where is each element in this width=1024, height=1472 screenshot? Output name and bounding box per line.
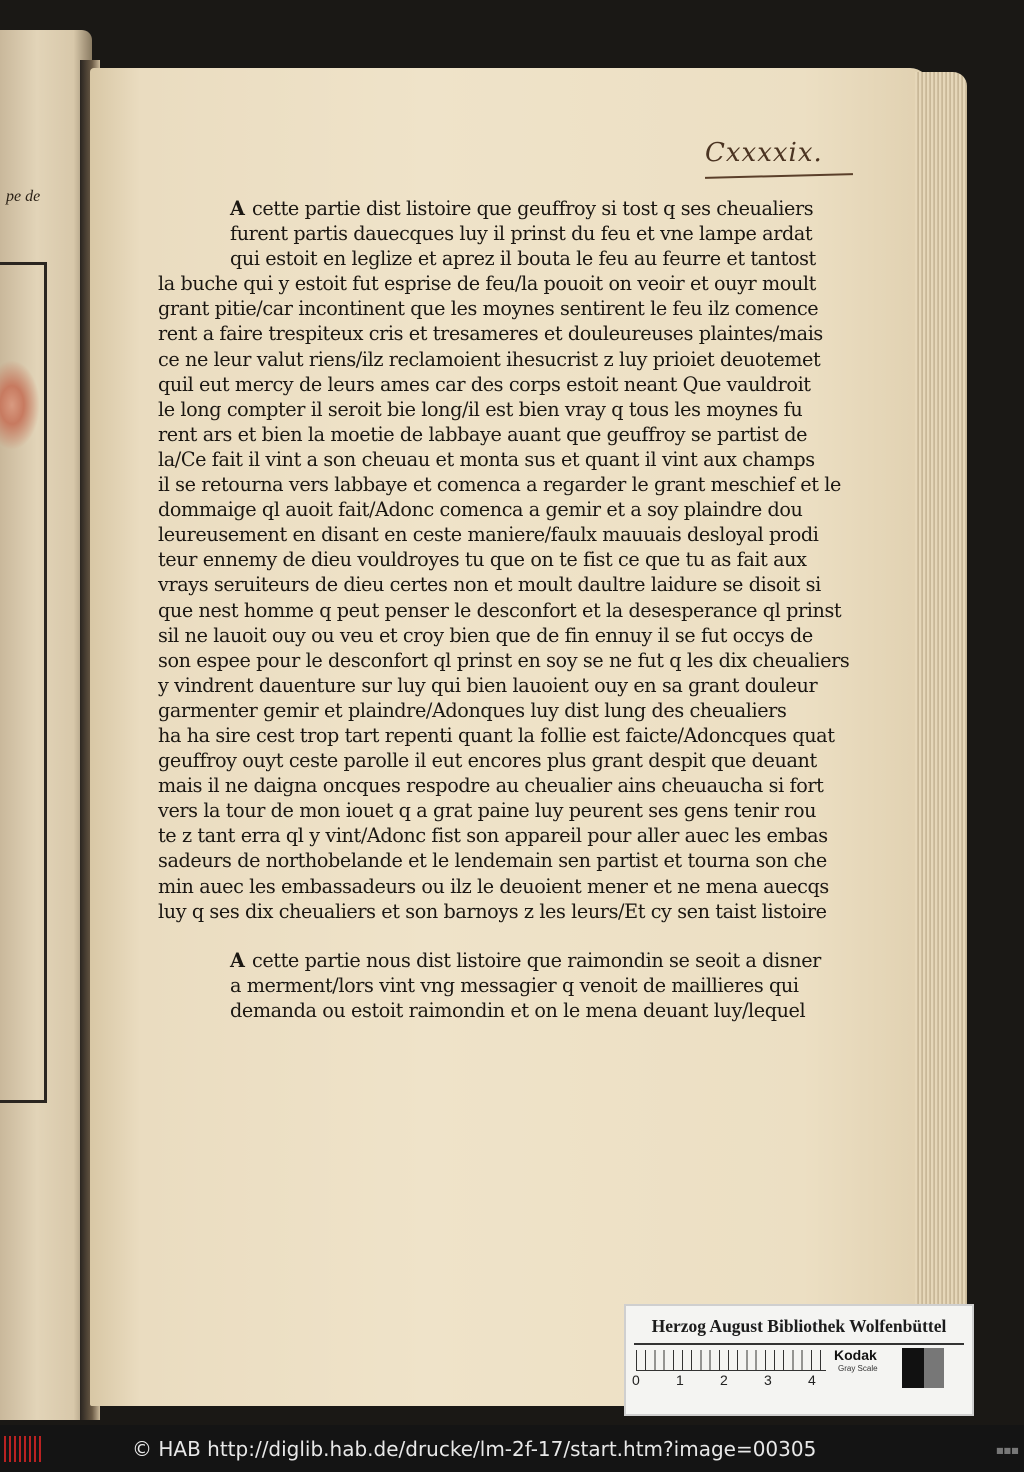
text-line: quil eut mercy de leurs ames car des corps estoit neant Que vauldroit [158, 372, 811, 396]
text-line: luy q ses dix cheualiers et son barnoys z les leurs/Et cy sen taist listoire [158, 899, 827, 923]
ruler-number: 1 [676, 1372, 684, 1388]
scale-ruler [636, 1350, 826, 1371]
woodcut-illustration [0, 262, 47, 1103]
facing-page-fragment: pe de [6, 188, 41, 205]
library-name: Herzog August Bibliothek Wolfenbüttel [651, 1316, 947, 1336]
page-edges [915, 72, 967, 1392]
text-line: demanda ou estoit raimondin et on le mena deuant luy/lequel [230, 998, 806, 1022]
text-line: ha ha sire cest trop tart repenti quant la follie est faicte/Adoncques quat [158, 723, 835, 747]
facing-page [0, 30, 92, 1420]
text-line: sil ne lauoit ouy ou veu et croy bien que de fin ennuy il se fut occys de [158, 623, 813, 647]
footer-dots: ■■■ [996, 1446, 1019, 1455]
text-line: son espee pour le desconfort ql prinst en soy se ne fut q les dix cheualiers [158, 648, 850, 672]
text-line: garmenter gemir et plaindre/Adonques luy dist lung des cheualiers [158, 698, 787, 722]
body-text [158, 196, 850, 1023]
paragraph-2 [158, 948, 821, 1023]
text-line: a merment/lors vint vng messagier q venoit de maillieres qui [230, 973, 799, 997]
ruler-number: 3 [764, 1372, 772, 1388]
text-line: teur ennemy de dieu vouldroyes tu que on te fist ce que tu as fait aux [158, 548, 807, 572]
text-line: il se retourna vers labbaye et comenca a regarder le grant meschief et le [158, 473, 841, 497]
text-line: y vindrent dauenture sur luy qui bien lauoient ouy en sa grant douleur [158, 673, 818, 697]
black-swatch [902, 1348, 924, 1388]
text-line: grant pitie/car incontinent que les moynes sentirent le feu ilz comence [158, 297, 819, 321]
folio-number: Cxxxxix. [705, 138, 823, 168]
flame-illustration [0, 360, 40, 450]
text-line: qui estoit en leglize et aprez il bouta le feu au feurre et tantost [230, 247, 816, 271]
gray-scale-caption: Gray Scale [838, 1364, 878, 1373]
gray-swatch [924, 1348, 944, 1388]
text-line: le long compter il seroit bie long/il est bien vray q tous les moynes fu [158, 397, 803, 421]
ruler-number: 4 [808, 1372, 816, 1388]
ruler-number: 0 [632, 1372, 640, 1388]
text-line: vers la tour de mon iouet q a grat paine luy peurent ses gens tenir rou [158, 799, 817, 823]
ruler-number: 2 [720, 1372, 728, 1388]
text-line [158, 196, 814, 221]
text-line: dommaige ql auoit fait/Adonc comenca a gemir et a soy plaindre dou [158, 498, 803, 522]
text-line: furent partis dauecques luy il prinst du feu et vne lampe ardat [230, 222, 813, 246]
text-line: leureusement en disant en ceste maniere/faulx mauuais desloyal prodi [158, 523, 819, 547]
text-line: rent a faire trespiteux cris et tresameres et douleureuses plaintes/mais [158, 322, 823, 346]
kodak-brand: Kodak [834, 1347, 877, 1363]
text-line-content: cette partie dist listoire que geuffroy si tost q ses cheualiers [252, 197, 814, 220]
paragraph-1 [158, 196, 850, 924]
text-line: vrays seruiteurs de dieu certes non et moult daultre laidure se disoit si [158, 573, 821, 597]
text-line: geuffroy ouyt ceste parolle il eut encores plus grant despit que deuant [158, 749, 817, 773]
text-line [158, 948, 821, 973]
text-line: la/Ce fait il vint a son cheuau et monta sus et quant il vint aux champs [158, 447, 815, 471]
text-line-content: cette partie nous dist listoire que raimondin se seoit a disner [252, 948, 821, 972]
text-line: min auec les embassadeurs ou ilz le deuoient mener et ne mena auecqs [158, 874, 829, 898]
text-line: te z tant erra ql y vint/Adonc fist son appareil pour aller auec les embas [158, 824, 828, 848]
hab-logo-icon [4, 1436, 44, 1462]
text-line: que nest homme q peut penser le desconfort et la desesperance ql prinst [158, 598, 842, 622]
source-url[interactable]: © HAB http://diglib.hab.de/drucke/lm-2f-17/start.htm?image=00305 [132, 1437, 817, 1461]
library-label [624, 1304, 974, 1416]
text-line: rent ars et bien la moetie de labbaye auant que geuffroy se partist de [158, 422, 808, 446]
initial-letter: A [230, 197, 245, 220]
text-line: la buche qui y estoit fut esprise de feu/la pouoit on veoir et ouyr moult [158, 272, 816, 296]
text-line: sadeurs de northobelande et le lendemain sen partist et tourna son che [158, 849, 827, 873]
text-line: ce ne leur valut riens/ilz reclamoient ihesucrist z luy prioiet deuotemet [158, 347, 821, 371]
initial-letter: A [230, 948, 245, 972]
text-line: mais il ne daigna oncques respodre au cheualier ains cheuaucha si fort [158, 774, 824, 798]
label-divider [634, 1343, 964, 1345]
